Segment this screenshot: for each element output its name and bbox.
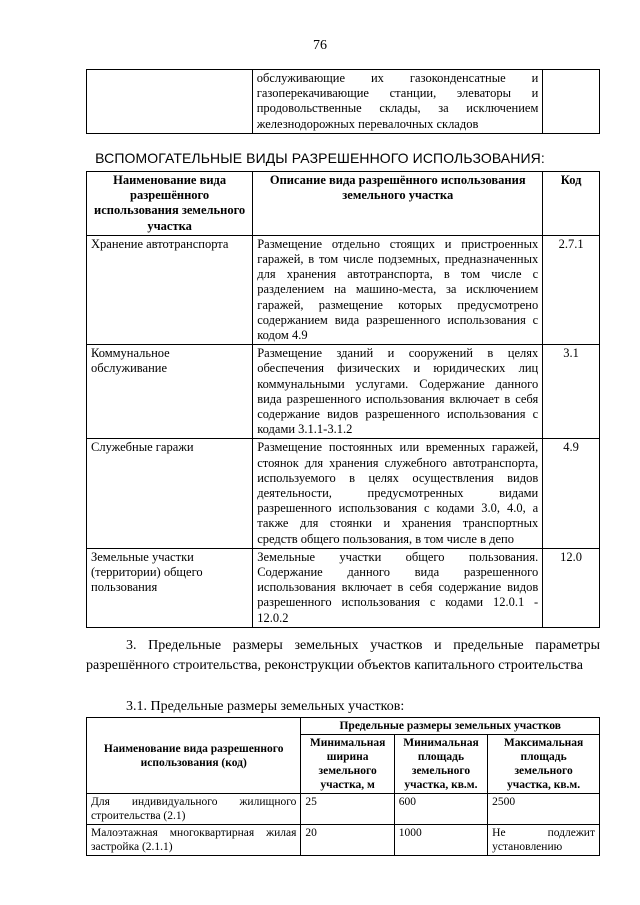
table-row — [87, 70, 600, 134]
table-row — [87, 825, 600, 856]
row-min-area: 600 — [394, 794, 487, 825]
row-description: Размещение отдельно стоящих и пристроенных гаражей, в том числе подземных, предназначенных для хранения автотранспорта, в том числе с разделением на машино-места, за исключением гаражей, размещение которых предусмотрено содержанием вида разрешенного использования с кодом 4.9 — [253, 235, 543, 344]
row-max-area: 2500 — [488, 794, 600, 825]
row-name: Хранение автотранспорта — [87, 235, 253, 344]
row-min-width: 20 — [301, 825, 394, 856]
row-name: Малоэтажная многоквартирная жилая застройка (2.1.1) — [87, 825, 301, 856]
row-name: Для индивидуального жилищного строительства (2.1) — [87, 794, 301, 825]
row-code: 12.0 — [543, 548, 600, 627]
paragraph-3-1: 3.1. Предельные размеры земельных участков: — [126, 699, 405, 714]
row-code: 4.9 — [543, 439, 600, 548]
table-row — [87, 794, 600, 825]
table-cell-empty — [87, 70, 253, 134]
header-code: Код — [543, 172, 600, 236]
table-row — [87, 439, 600, 548]
row-min-area: 1000 — [394, 825, 487, 856]
table-row — [87, 345, 600, 439]
table-header-row — [87, 718, 600, 735]
row-name: Служебные гаражи — [87, 439, 253, 548]
header-min-width: Минимальная ширина земельного участка, м — [301, 735, 394, 794]
row-code: 3.1 — [543, 345, 600, 439]
table-header-row — [87, 172, 600, 236]
row-name: Земельные участки (территории) общего пользования — [87, 548, 253, 627]
header-min-area: Минимальная площадь земельного участка, кв.м. — [394, 735, 487, 794]
table-row — [87, 548, 600, 627]
header-description: Описание вида разрешённого использования земельного участка — [253, 172, 543, 236]
row-name: Коммунальное обслуживание — [87, 345, 253, 439]
continued-table — [86, 69, 600, 134]
section-heading: ВСПОМОГАТЕЛЬНЫЕ ВИДЫ РАЗРЕШЕННОГО ИСПОЛЬЗОВАНИЯ: — [95, 150, 545, 166]
table-row — [87, 235, 600, 344]
auxiliary-uses-table — [86, 171, 600, 628]
row-max-area: Не подлежит установлению — [488, 825, 600, 856]
row-description: Земельные участки общего пользования. Содержание данного вида разрешенного использования включает в себя содержание видов разрешенного использования с кодами 12.0.1 - 12.0.2 — [253, 548, 543, 627]
header-group: Предельные размеры земельных участков — [301, 718, 600, 735]
paragraph-3: 3. Предельные размеры земельных участков и предельные параметры разрешённого строительства, реконструкции объектов капитального строительства — [86, 638, 600, 673]
row-description: Размещение зданий и сооружений в целях обеспечения физических и юридических лиц коммунальными услугами. Содержание данного вида разрешенного использования включает в себя содержание видов разрешенного использования с кодами 3.1.1-3.1.2 — [253, 345, 543, 439]
row-code: 2.7.1 — [543, 235, 600, 344]
row-min-width: 25 — [301, 794, 394, 825]
table-cell-empty — [543, 70, 600, 134]
plot-sizes-table — [86, 717, 600, 856]
header-name: Наименование вида разрешенного использования (код) — [87, 718, 301, 794]
page-number: 76 — [313, 38, 327, 53]
table-cell-description: обслуживающие их газоконденсатные и газоперекачивающие станции, элеваторы и продовольственные склады, за исключением железнодорожных перевалочных складов — [252, 70, 543, 134]
header-max-area: Максимальная площадь земельного участка, кв.м. — [488, 735, 600, 794]
row-description: Размещение постоянных или временных гаражей, стоянок для хранения служебного автотранспорта, используемого в целях осуществления видов деятельности, предусмотренных видами разрешенного использования с кодами 3.0, 4.0, а также для стоянки и хранения транспортных средств общего пользования, в том числе в депо — [253, 439, 543, 548]
header-name: Наименование вида разрешённого использования земельного участка — [87, 172, 253, 236]
